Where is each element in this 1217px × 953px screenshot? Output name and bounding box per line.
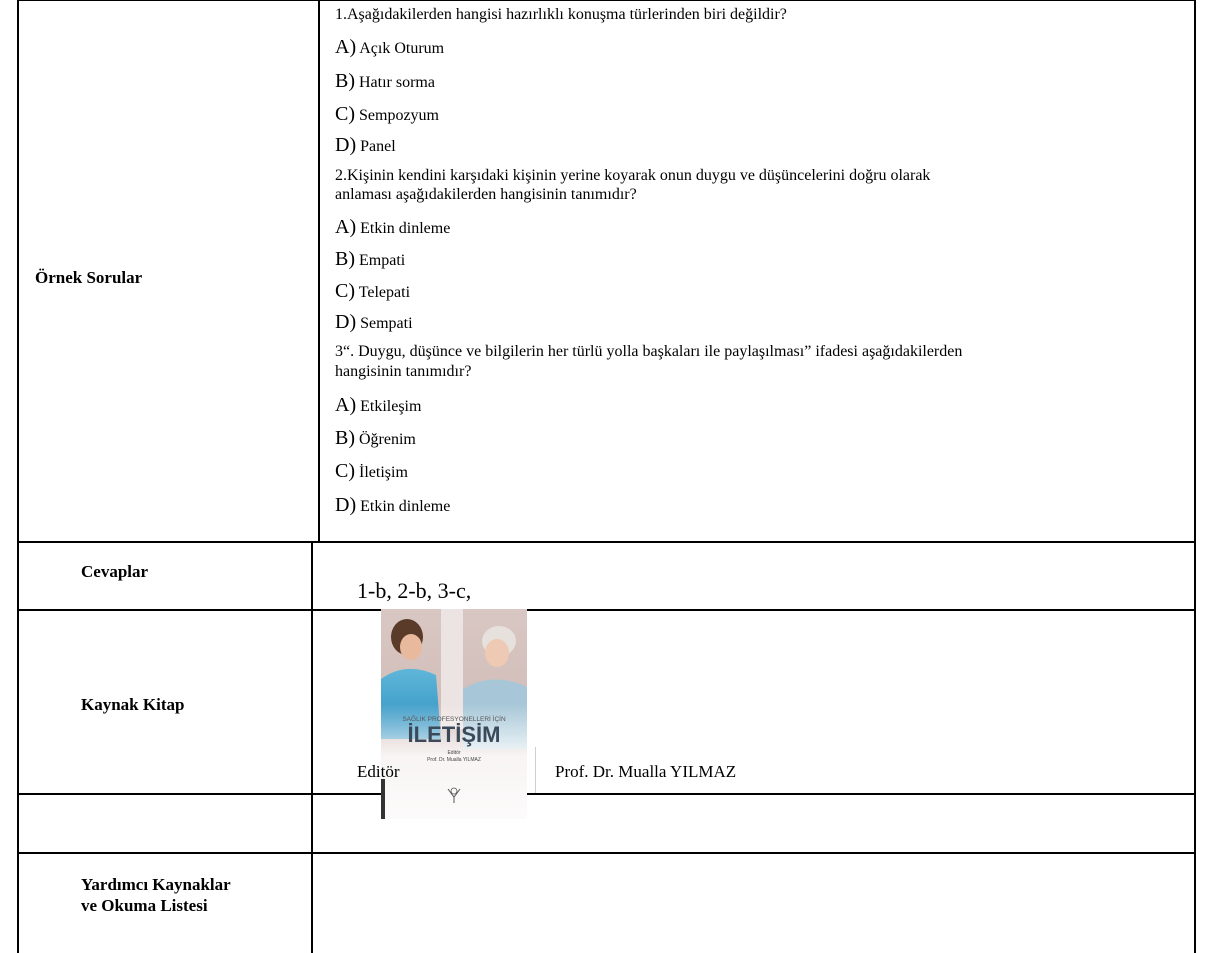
question-2-option-b: B) Empati bbox=[335, 248, 406, 270]
book-cover-editor-name: Prof. Dr. Mualla YILMAZ bbox=[427, 757, 481, 763]
question-2-text-line1: 2.Kişinin kendini karşıdaki kişinin yerine koyarak onun duygu ve düşüncelerini doğru olarak bbox=[335, 167, 931, 184]
editor-name: Prof. Dr. Mualla YILMAZ bbox=[555, 762, 737, 781]
table-top-border bbox=[17, 0, 1196, 1]
book-cover-editor-label: Editör bbox=[447, 750, 461, 756]
label-okuma-listesi: ve Okuma Listesi bbox=[81, 896, 208, 915]
editor-label: Editör bbox=[357, 762, 400, 781]
question-3-text-line1: 3“. Duygu, düşünce ve bilgilerin her türlü yolla başkaları ile paylaşılması” ifadesi aşağıdakilerden bbox=[335, 343, 963, 360]
question-1-option-a: A) Açık Oturum bbox=[335, 36, 445, 58]
label-kaynak-kitap: Kaynak Kitap bbox=[81, 695, 185, 714]
column-separator-lower bbox=[311, 542, 313, 953]
row-separator-4 bbox=[17, 852, 1196, 854]
question-1-option-b: B) Hatır sorma bbox=[335, 70, 435, 92]
question-3-text-line2: hangisinin tanımıdır? bbox=[335, 363, 472, 380]
label-yardimci-kaynaklar: Yardımcı Kaynaklar bbox=[81, 875, 231, 894]
row-separator-1 bbox=[17, 541, 1196, 543]
row-separator-3 bbox=[17, 793, 1196, 795]
label-cevaplar: Cevaplar bbox=[81, 562, 149, 581]
question-2-option-d: D) Sempati bbox=[335, 311, 413, 333]
answers-text: 1-b, 2-b, 3-c, bbox=[357, 578, 472, 603]
question-2-option-c: C) Telepati bbox=[335, 280, 411, 302]
question-1-option-d: D) Panel bbox=[335, 134, 396, 156]
question-3-option-c: C) İletişim bbox=[335, 460, 408, 482]
question-1-text: 1.Aşağıdakilerden hangisi hazırlıklı konuşma türlerinden biri değildir? bbox=[335, 6, 787, 23]
question-3-option-b: B) Öğrenim bbox=[335, 427, 416, 449]
column-separator-row1 bbox=[318, 0, 320, 542]
question-2-text-line2: anlaması aşağıdakilerden hangisinin tanımıdır? bbox=[335, 186, 637, 203]
question-1-option-c: C) Sempozyum bbox=[335, 103, 439, 125]
row-separator-2 bbox=[17, 609, 1196, 611]
question-3-option-a: A) Etkileşim bbox=[335, 394, 422, 416]
label-ornek-sorular: Örnek Sorular bbox=[35, 268, 143, 287]
book-cover-illustration bbox=[381, 609, 527, 819]
book-cover-subtitle: SAĞLIK PROFESYONELLERİ İÇİN bbox=[402, 716, 506, 723]
question-3-option-d: D) Etkin dinleme bbox=[335, 494, 451, 516]
book-cover-image bbox=[381, 609, 527, 819]
question-2-option-a: A) Etkin dinleme bbox=[335, 216, 451, 238]
book-cover-title: İLETİŞİM bbox=[407, 722, 501, 747]
table-right-border bbox=[1194, 0, 1196, 953]
editor-separator bbox=[535, 747, 536, 793]
table-left-border bbox=[17, 0, 19, 953]
